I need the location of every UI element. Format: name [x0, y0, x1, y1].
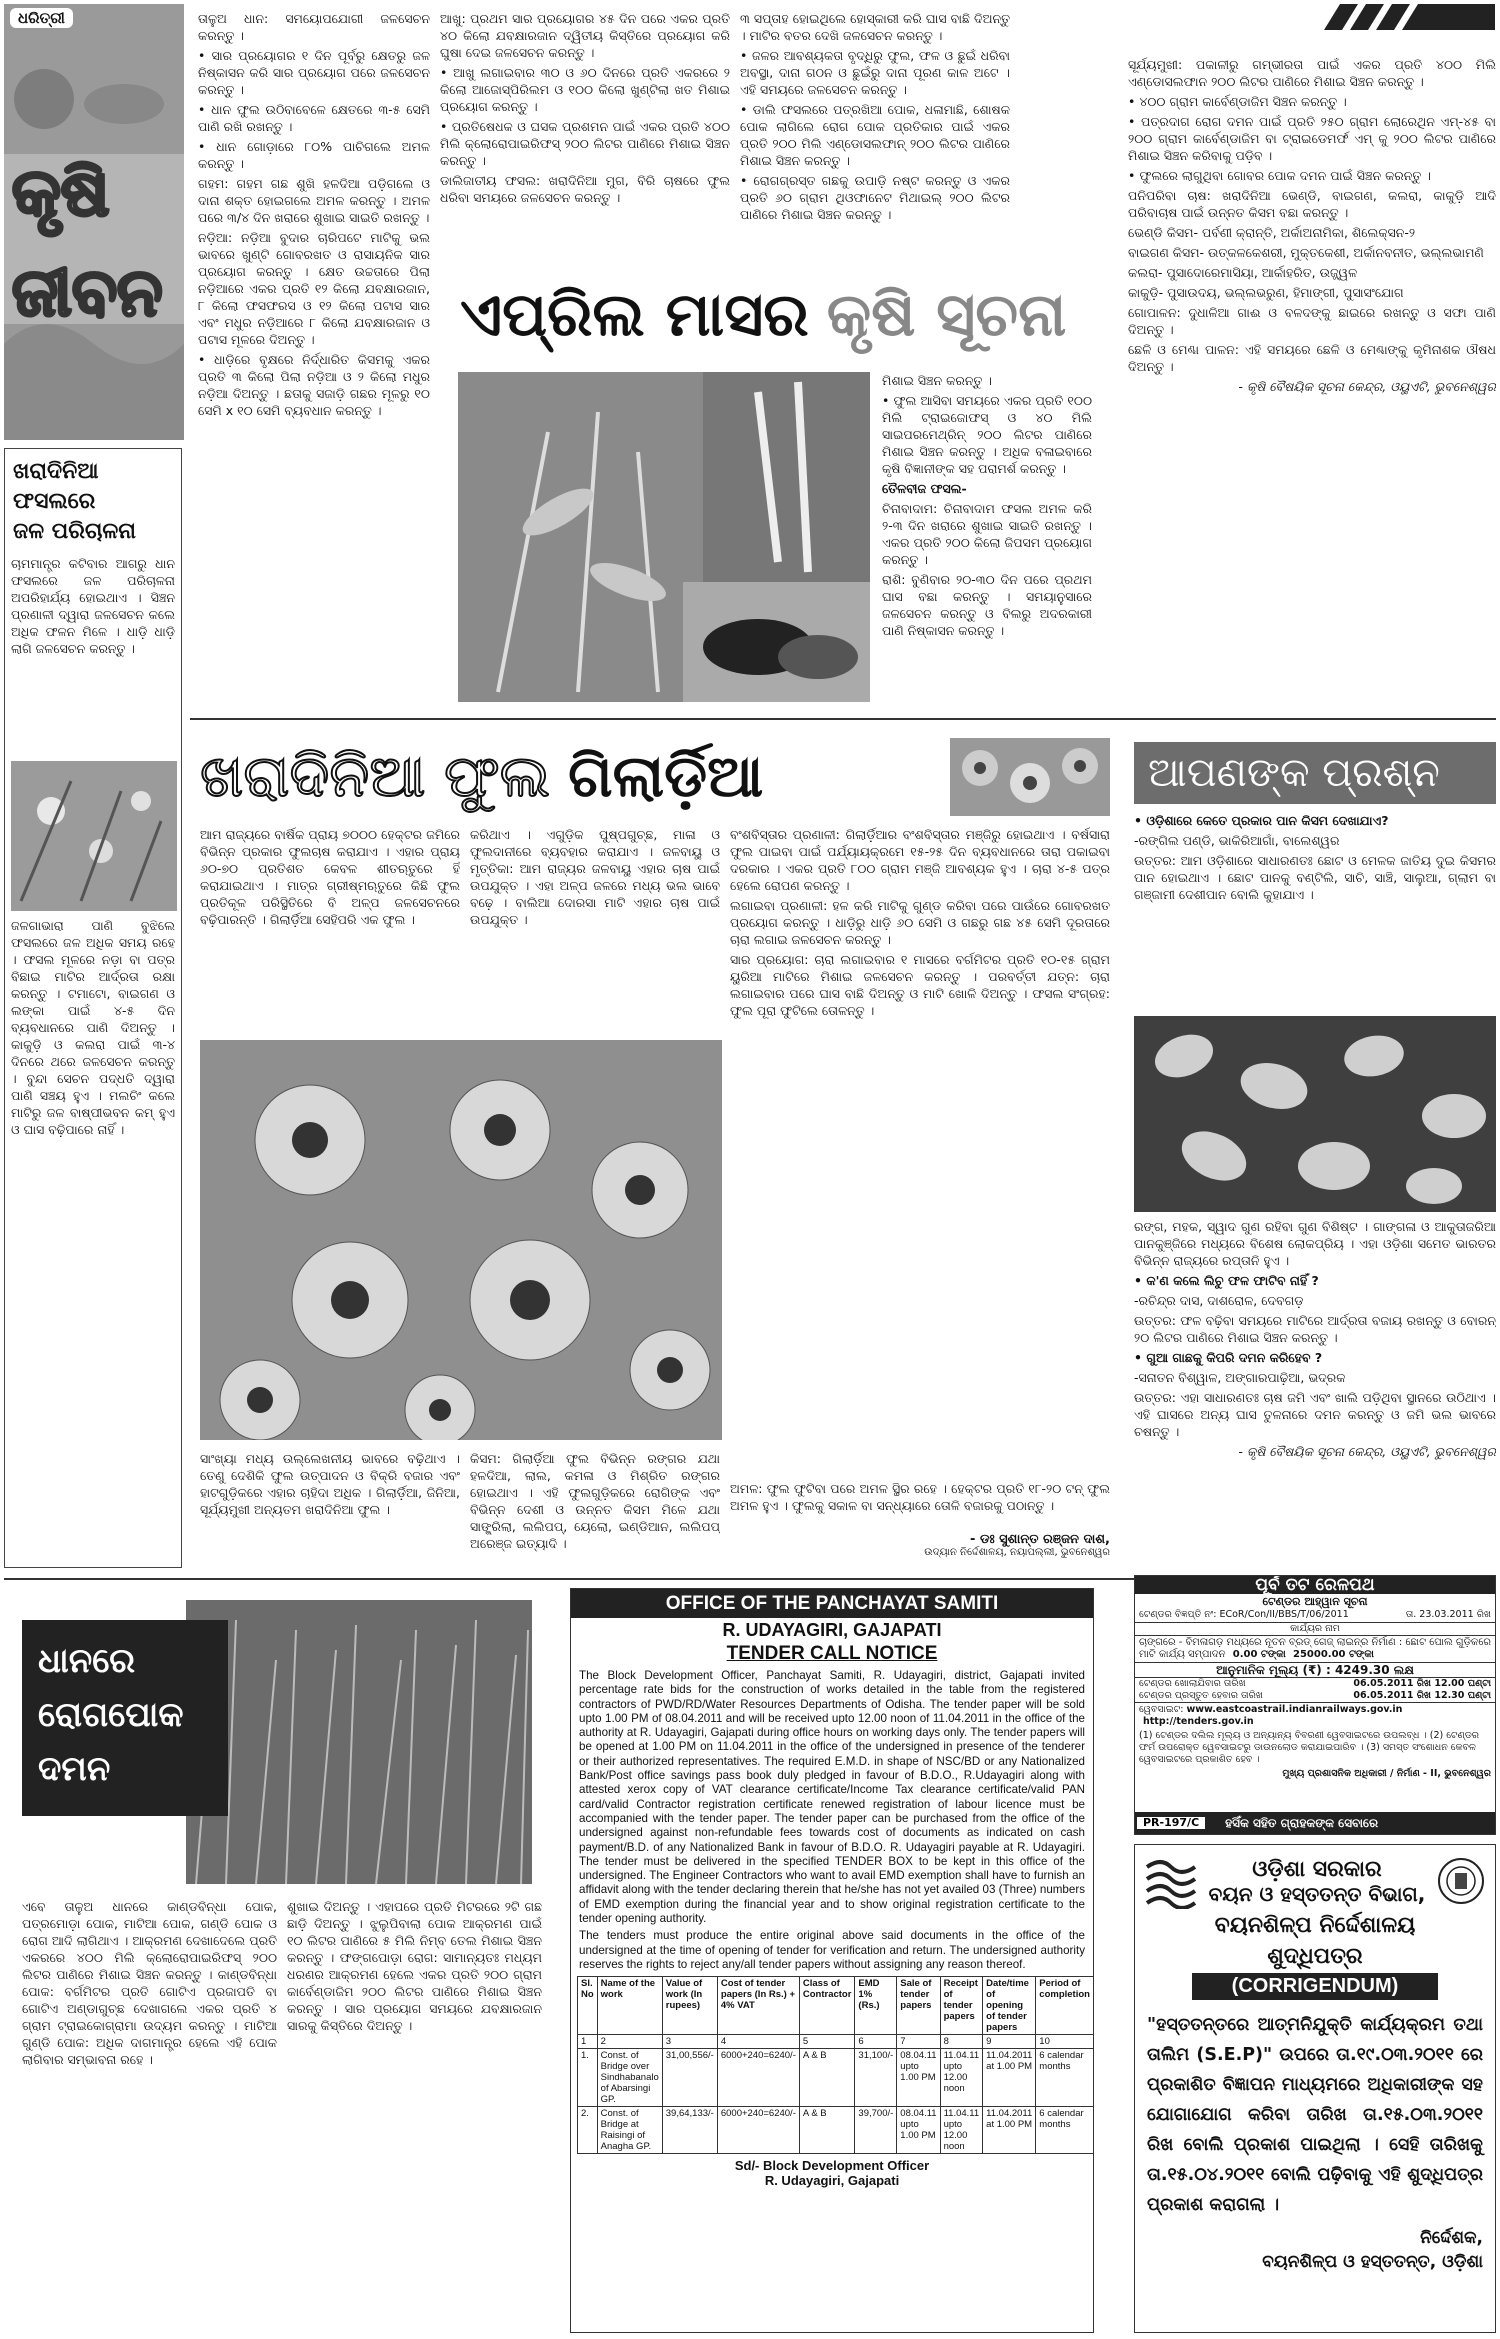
tender-sign-2: R. Udayagiri, Gajapati: [764, 2173, 900, 2189]
tender-table: [577, 1976, 1094, 2154]
april-text: • ଧାନ ଗୋଡ଼ାରେ ୮୦% ପାଚିଗଲେ ଅମଳ କରନ୍ତୁ ।: [198, 139, 430, 171]
table-cell: 08.04.11 upto 1.00 PM: [897, 2107, 940, 2154]
april-text: • ସାର ପ୍ରୟୋଗର ୧ ଦିନ ପୂର୍ବରୁ କ୍ଷେତରୁ ଜଳ ନିଷ୍କାସନ କରି ସାର ପ୍ରୟୋଗ ପରେ ଜଳସେଚନ କରନ୍ତୁ ।: [198, 48, 430, 97]
gaillardia-text: ବଂଶବିସ୍ତାର ପ୍ରଣାଳୀ: ଗିଲାର୍ଡ଼ିଆର ବଂଶବିସ୍ତାର ମଞ୍ଜିରୁ ହୋଇଥାଏ । ବର୍ଷସାରା ଫୁଲ ପାଇବା ପାଇଁ ପର୍ଯ୍ୟାୟକ୍ରମେ ୧୫-୨୫ ଦିନ ବ୍ୟବଧାନରେ ତାରା ପକାଇବା ଦରକାର । ଏକର ପ୍ରତି ୮୦୦ ଗ୍ରାମ ମଞ୍ଜି ଆବଶ୍ୟକ ହୁଏ । ଚାରା ୪-୫ ପତ୍ର ହେଲେ ରୋପଣ କରନ୍ତୁ ।: [730, 827, 1110, 893]
table-row: [578, 2049, 1094, 2107]
railway-amount: 0.00 ଟଙ୍କା: [1232, 1649, 1286, 1660]
railway-website-2[interactable]: http://tenders.gov.in: [1143, 1716, 1254, 1727]
railway-website-row: [1135, 1703, 1495, 1729]
table-header-row: [578, 1977, 1094, 2035]
railway-footer: [1135, 1812, 1495, 1834]
okra-cattle-image: [458, 372, 870, 702]
table-cell: 8: [940, 2035, 983, 2049]
april-text: • ପ୍ରତିଷେଧକ ଓ ଘସକ ପ୍ରଶମନ ପାଇଁ ଏକର ପ୍ରତି ୪୦୦ ମିଲି କ୍ଲୋରୋପାଇରିଫସ୍ ୨୦୦ ଲିଟର ପାଣିରେ ମିଶାଇ ସିଞ୍ଚନ କରନ୍ତୁ ।: [440, 119, 730, 168]
paddy-col-2: ଶୁଖାଇ ଦିଅନ୍ତୁ । ଏହାପରେ ପ୍ରତି ମିଟରରେ ୨ଟି ଗଛ ଛାଡ଼ି ଦିଅନ୍ତୁ । ଝୁଲୁପିବାଲା ପୋକ ଆକ୍ରମଣ ପାଇଁ ୧୦ ଲିଟର ପାଣିରେ ୫ ମିଲି ନିମ୍ବ ତେଲ ମିଶାଇ ସିଞ୍ଚନ କରନ୍ତୁ । ଫଙ୍ଗପୋଡ଼ା ରୋଗ: ସାମାନ୍ୟତଃ ମଧ୍ୟମ ଧରଣର ଆକ୍ରମଣ ହେଲେ ଏକର ପ୍ରତି ୨୦୦ ଗ୍ରାମ କାର୍ବେଣ୍ଡାଜିମ ୨୦୦ ଲିଟର ପାଣିରେ ମିଶାଇ ସିଞ୍ଚନ କରନ୍ତୁ । ସାର ପ୍ରୟୋଗ ସମୟରେ ଯବକ୍ଷାରଜାନ ସାରକୁ କିସ୍ତିରେ ଦିଅନ୍ତୁ ।: [287, 1899, 542, 2033]
tomato-plant-image: [11, 761, 177, 911]
april-text: • ଧାନ ଫୁଲ ଉଠିବାବେଳେ କ୍ଷେତରେ ୩-୫ ସେମି ପାଣି ରଖି ରଖନ୍ତୁ ।: [198, 102, 430, 134]
paddy-title-2: ରୋଗପୋକ: [38, 1695, 184, 1735]
tender-notice: [570, 1588, 1094, 2333]
paddy-title-box: [22, 1620, 228, 1816]
gaillardia-bottom-2: କିସମ: ଗିଲାର୍ଡ଼ିଆ ଫୁଲ ବିଭିନ୍ନ ରଙ୍ଗର ଯଥା ହଳଦିଆ, ଲାଲ, କମଳା ଓ ମିଶ୍ରିତ ରଙ୍ଗର ହୋଇଥାଏ । ଏହି ଫୁଲଗୁଡ଼ିକରେ ରୋଗିଙ୍କ ଏବଂ ବିଭିନ୍ନ ଦେଶୀ ଓ ଉନ୍ନତ କିସମ ମିଳେ ଯଥା ସାଙ୍ଗ୍ରିଲା, ଲଲିପପ୍, ୟେଲୋ, ଇଣ୍ଡିଆନ, ଲଲିପପ୍ ଅରେଞ୍ଜ ଇତ୍ୟାଦି ।: [470, 1451, 720, 1551]
april-text: କଲରା- ପୁସାଦୋରେମାସିୟା, ଆର୍କାହରିତ, ଉଜ୍ଜ୍ୱଳ: [1128, 265, 1358, 280]
railway-date2-label: ଟେଣ୍ଡର ପ୍ରସ୍ତୁତ ହେବାର ତାରିଖ: [1139, 1690, 1263, 1701]
railway-website-label: ୱେବସାଇଟ:: [1139, 1704, 1184, 1715]
table-header: EMD 1% (Rs.): [855, 1977, 897, 2035]
april-text: • ଫୁଲରେ ଲାଗୁଥିବା ଗୋବର ପୋକ ଦମନ ପାଇଁ ସିଞ୍ଚନ କରନ୍ତୁ ।: [1128, 168, 1431, 183]
april-text: ଆଖୁ: ପ୍ରଥମ ସାର ପ୍ରୟୋଗର ୪୫ ଦିନ ପରେ ଏକର ପ୍ରତି ୪୦ କିଲୋ ଯବକ୍ଷାରଜାନ ଦ୍ୱିତୀୟ କିସ୍ତିରେ ପ୍ରୟୋଗ କରି ଘୁଷା ଦେଇ ଜଳସେଚନ କରନ୍ତୁ ।: [440, 11, 730, 60]
table-header: Sale of tender papers: [897, 1977, 940, 2035]
tender-para-2: The tenders must produce the entire original above said documents in the office of the undersigned at the time of opening of tender for verification and return. The undersigned authority reserves the rights to reject any/all tender papers without assigning any reason thereof.: [579, 1929, 1085, 1971]
table-cell: 6 calendar months: [1036, 2049, 1094, 2107]
april-text: ଡାଲିଜାତୀୟ ଫସଲ: ଖରାଦିନିଆ ମୁଗ, ବିରି ଚାଷରେ ଫୁଲ ଧରିବା ସମୟରେ ଜଳସେଚନ କରନ୍ତୁ ।: [440, 173, 730, 205]
table-cell: 2.: [578, 2107, 598, 2154]
question-asker: -ରଚିନ୍ଦ୍ର ଦାସ, ଦାଶରୋଳ, ଦେବଗଡ଼: [1134, 1293, 1304, 1308]
paddy-title-1: ଧାନରେ: [38, 1641, 136, 1681]
gaillardia-text: ଅମଳ: ଫୁଲ ଫୁଟିବା ପରେ ଅମଳ ସ୍ଥିର ରହେ । ହେକ୍ଟର ପ୍ରତି ୧୮-୨୦ ଟନ୍ ଫୁଲ ଅମଳ ହୁଏ । ଫୁଲକୁ ସକାଳ ବା ସନ୍ଧ୍ୟାରେ ତୋଳି ବଜାରକୁ ପଠାନ୍ତୁ ।: [730, 1481, 1110, 1513]
paddy-title-3: ଦମନ: [38, 1749, 111, 1789]
table-header: Class of Contractor: [799, 1977, 855, 2035]
corrigendum-headings: [1199, 1857, 1435, 1906]
april-text: ମିଶାଇ ସିଞ୍ଚନ କରନ୍ତୁ ।: [882, 373, 992, 388]
table-cell: 08.04.11 upto 1.00 PM: [897, 2049, 940, 2107]
april-text: ଗୋପାଳନ: ଦୁଧାଳିଆ ଗାଈ ଓ ବଳଦଙ୍କୁ ଛାଇରେ ରଖନ୍ତୁ ଓ ସଫା ପାଣି ଦିଅନ୍ତୁ ।: [1128, 305, 1496, 337]
betel-leaf-image: [1134, 1016, 1496, 1212]
april-title-dark: ଏପ୍ରିଲ ମାସର: [460, 280, 809, 350]
question-text: • କ'ଣ କଲେ ଲିଚୁ ଫଳ ଫାଟିବ ନାହିଁ ?: [1134, 1273, 1319, 1288]
railway-sub: ଟେଣ୍ଡର ଆହ୍ୱାନ ସୂଚନା: [1262, 1595, 1368, 1608]
tender-header: [571, 1589, 1093, 1618]
gaillardia-text: ସାର ପ୍ରୟୋଗ: ଚାରା ଲଗାଇବାର ୧ ମାସରେ ବର୍ଗମିଟର ପ୍ରତି ୧୦-୧୫ ଗ୍ରାମ ୟୁରିଆ ମାଟିରେ ମିଶାଇ ଜଳସେଚନ କରନ୍ତୁ । ପରବର୍ତ୍ତୀ ଯତ୍ନ: ଚାରା ଲଗାଇବାର ପରେ ଘାସ ବାଛି ଦିଅନ୍ତୁ ଓ ମାଟି ଖୋଳି ଦିଅନ୍ତୁ । ଫସଲ ସଂଗ୍ରହ: ଫୁଲ ପୂରା ଫୁଟିଲେ ତୋଳନ୍ତୁ ।: [730, 952, 1110, 1018]
tender-heading: TENDER CALL NOTICE: [726, 1643, 938, 1664]
table-cell: 31,100/-: [855, 2049, 897, 2107]
masthead: [4, 4, 184, 440]
april-col-4: [882, 372, 1092, 702]
april-text: ଛେଳି ଓ ମେଣ୍ଢା ପାଳନ: ଏହି ସମୟରେ ଛେଳି ଓ ମେଣ୍ଢାଙ୍କୁ କୃମିନାଶକ ଔଷଧ ଦିଅନ୍ତୁ ।: [1128, 342, 1496, 374]
railway-date1: 06.05.2011 ରିଖ 12.00 ଘଣ୍ଟା: [1353, 1678, 1491, 1689]
april-text: ସୂର୍ଯ୍ୟମୁଖୀ: ପକାଳୀରୁ ଗମ୍ଭୀରତା ପାଇଁ ଏକର ପ୍ରତି ୪୦୦ ମିଲି ଏଣ୍ଡୋସଲଫାନ ୨୦୦ ଲିଟର ପାଣିରେ ମିଶାଇ ସିଞ୍ଚନ କରନ୍ତୁ ।: [1128, 57, 1496, 89]
corrigendum-title-or: ଶୁଦ୍ଧିପତ୍ର: [1267, 1944, 1363, 1969]
tender-body: [571, 1669, 1093, 1972]
sidebar-text-1: ଚାମମାନ୍ତ୍ର କଟିବାର ଆଗରୁ ଧାନ ଫସଲରେ ଜଳ ପରିଚାଳନା ଅପରିହାର୍ଯ୍ୟ ହୋଇଥାଏ । ସିଞ୍ଚନ ପ୍ରଣାଳୀ ଦ୍ୱାରା ଜଳସେଚନ କଲେ ଅଧିକ ଫଳନ ମିଳେ । ଧାଡ଼ି ଧାଡ଼ି ଲାଗି ଜଳସେଚନ କରନ୍ତୁ ।: [11, 556, 175, 656]
railway-website[interactable]: www.eastcoastrail.indianrailways.gov.in: [1186, 1704, 1403, 1715]
railway-emd: 25000.00 ଟଙ୍କା: [1293, 1649, 1374, 1660]
sidebar-text-2: ଜଳଗାଭାରା ପାଣି ବୁଝିଲେ ଫସଲରେ ଜଳ ଅଧିକ ସମୟ ରହେ । ଫସଲ ମୂଳରେ ନଡ଼ା ବା ପତ୍ର ବିଛାଇ ମାଟିର ଆର୍ଦ୍ରତା ରକ୍ଷା କରନ୍ତୁ । ଟମାଟୋ, ବାଇଗଣ ଓ ଲଙ୍କା ପାଇଁ ୪-୫ ଦିନ ବ୍ୟବଧାନରେ ପାଣି ଦିଅନ୍ତୁ । କାକୁଡ଼ି ଓ କଲରା ପାଇଁ ୩-୪ ଦିନରେ ଥରେ ଜଳସେଚନ କରନ୍ତୁ । ବୁନ୍ଦା ସେଚନ ପଦ୍ଧତି ଦ୍ୱାରା ପାଣି ସଞ୍ଚୟ ହୁଏ । ମଲଚିଂ କଲେ ମାଟିରୁ ଜଳ ବାଷ୍ପୀଭବନ କମ୍ ହୁଏ ଓ ଘାସ ବଢ଼ିପାରେ ନାହିଁ ।: [11, 918, 175, 1137]
april-text: ଚିନାବାଦାମ: ଚିନାବାଦାମ ଫସଲ ଅମଳ କରି ୨-୩ ଦିନ ଖରାରେ ଶୁଖାଇ ସାଇତି ରଖନ୍ତୁ । ଏକର ପ୍ରତି ୨୦୦ କିଲୋ ଜିପସମ ପ୍ରୟୋଗ କରନ୍ତୁ ।: [882, 501, 1092, 567]
gaillardia-col-2: କରିଥାଏ । ଏଗୁଡ଼ିକ ପୁଷ୍ପଗୁଚ୍ଛ, ମାଳା ଓ ଫୁଲଦାନୀରେ ବ୍ୟବହାର କରାଯାଏ । ଜଳବାୟୁ ଓ ମୃତ୍ତିକା: ଆମ ରାଜ୍ୟର ଜଳବାୟୁ ଏହାର ଚାଷ ପାଇଁ ଉପଯୁକ୍ତ । ଏହା ଅଳ୍ପ ଜଳରେ ମଧ୍ୟ ଭଲ ଭାବେ ବଢ଼େ । ବାଲିଆ ଦୋରସା ମାଟି ଏହାର ଚାଷ ପାଇଁ ଉପଯୁକ୍ତ ।: [470, 827, 720, 927]
april-text: ପନିପରିବା ଚାଷ: ଖରାଦିନିଆ ଭେଣ୍ଡି, ବାଇଗଣ, କଲରା, କାକୁଡ଼ି ଆଦି ପରିବାଚାଷ ପାଇଁ ଉନ୍ନତ କିସମ ବଛା କରନ୍ତୁ ।: [1128, 188, 1496, 220]
table-cell: 4: [717, 2035, 799, 2049]
section-divider: [190, 718, 1496, 720]
railway-desc-row: [1135, 1636, 1495, 1662]
april-text: • ପତ୍ରଦାଗ ରୋଗ ଦମନ ପାଇଁ ପ୍ରତି ୨୫୦ ଗ୍ରାମ ଲୋରେଥିନ ଏମ୍-୪୫ ବା ୨୦୦ ଗ୍ରାମ କାର୍ବେଣ୍ଡାଜିମ ବା ଟ୍ରାଇଡେମର୍ଫ ଏମ୍ କୁ ୨୦୦ ଲିଟର ପାଣିରେ ମିଶାଇ ସିଞ୍ଚନ କରିବାକୁ ପଡ଼ିବ ।: [1128, 114, 1496, 163]
corrigendum-body: "ହସ୍ତତନ୍ତରେ ଆତ୍ମନିଯୁକ୍ତି କାର୍ଯ୍ୟକ୍ରମ ତଥା ତାଲିମ (S.E.P)" ଉପରେ ତା.୧୯.୦୩.୨୦୧୧ ରେ ପ୍ରକାଶିତ ବିଜ୍ଞାପନ ମାଧ୍ୟମରେ ଅଧିକାରୀଙ୍କ ସହ ଯୋଗାଯୋଗ କରିବା ତାରିଖ ତା.୧୫.୦୩.୨୦୧୧ ରିଖ ବୋଲି ପ୍ରକାଶ ପାଇଥିଲା । ସେହି ତାରିଖକୁ ତା.୧୫.୦୪.୨୦୧୧ ବୋଲି ପଢ଼ିବାକୁ ଏହି ଶୁଦ୍ଧିପତ୍ର ପ୍ରକାଶ କରାଗଲା ।: [1147, 2015, 1483, 2215]
table-cell: 11.04.11 upto 12.00 noon: [940, 2107, 983, 2154]
question-body-bottom: [1134, 1218, 1496, 1568]
sidebar-title-2: ଫସଲରେ: [13, 489, 96, 514]
table-row: [578, 2107, 1094, 2154]
sidebar-title-3: ଜଳ ପରିଚାଳନା: [13, 519, 136, 544]
april-text: • ଫୁଲ ଆସିବା ସମୟରେ ଏକର ପ୍ରତି ୧୦୦ ମିଲି ଟ୍ରାଇଜୋଫସ୍ ଓ ୪୦ ମିଲି ସାଇପରମେଥ୍ରିନ୍ ୨୦୦ ଲିଟର ପାଣିରେ ମିଶାଇ ସିଞ୍ଚନ କରନ୍ତୁ । ଅଧିକ ବଳାଇବାରେ କୃଷି ବିଜ୍ଞାନୀଙ୍କ ସହ ପରାମର୍ଶ କରନ୍ତୁ ।: [882, 393, 1092, 476]
corrigendum-notice: [1134, 1844, 1496, 2333]
table-cell: 5: [799, 2035, 855, 2049]
masthead-logo: ଧରିତ୍ରୀ: [10, 8, 73, 28]
question-title: ଆପଣଙ୍କ ପ୍ରଶ୍ନ: [1148, 750, 1440, 796]
tender-place: R. UDAYAGIRI, GAJAPATI: [722, 1620, 942, 1640]
april-text: - କୃଷି ବୈଷୟିକ ସୂଚନା କେନ୍ଦ୍ର, ଓୟୁଏଟି, ଭୁବନେଶ୍ୱର: [1238, 379, 1496, 394]
railway-cost: 4249.30 ଲକ୍ଷ: [1334, 1663, 1414, 1677]
railway-refline: [1135, 1608, 1495, 1622]
table-cell: 10: [1036, 2035, 1094, 2049]
table-cell: 6000+240=6240/-: [717, 2049, 799, 2107]
table-header: Name of the work: [597, 1977, 662, 2035]
question-body-top: [1134, 812, 1496, 1012]
flower-thumb-image: [950, 738, 1110, 816]
railway-ref: ଟେଣ୍ଡର ବିଜ୍ଞପ୍ତି ନଂ: ECoR/Con/II/BBS/T/06/2011: [1139, 1609, 1349, 1620]
stripes-decoration: [1320, 4, 1495, 30]
april-text: ନଡ଼ିଆ: ନଡ଼ିଆ ବୁଦାର ଚାରିପଟେ ମାଟିକୁ ଭଲ ଭାବରେ ଖୁଣ୍ଟି ଗୋବରଖତ ଓ ରାସାୟନିକ ସାର ପ୍ରୟୋଗ କରନ୍ତୁ । କ୍ଷେତ ଉଚ୍ଚତାରେ ପିଲା ନଡ଼ିଆରେ ଏକର ପ୍ରତି ୧୨ କିଲୋ ଯବକ୍ଷାରଜାନ, ୮ କିଲୋ ଫସଫରସ ଓ ୧୨ କିଲୋ ପଟାସ ସାର ଏବଂ ମଧୁର ନଡ଼ିଆରେ ୮ କିଲୋ ଯବକ୍ଷାରଜାନ ଓ ପଟାସ ମୂଳରେ ଦିଅନ୍ତୁ ।: [198, 230, 430, 347]
table-header: Value of work (In rupees): [662, 1977, 717, 2035]
april-headline: [460, 270, 1100, 360]
gaillardia-bottom-1: ସାଂଖ୍ୟା ମଧ୍ୟ ଉଲ୍ଲେଖନୀୟ ଭାବରେ ବଢ଼ିଥାଏ । ତେଣୁ ଦେଶିକି ଫୁଲ ଉତ୍ପାଦନ ଓ ବିକ୍ରି ବଜାର ଏବଂ ହାଟଗୁଡ଼ିକରେ ଏହାର ଚାହିଦା ଅଧିକ । ଗିଲାର୍ଡ଼ିଆ, ଜିନିଆ, ସୂର୍ଯ୍ୟମୁଖୀ ଅନ୍ୟତମ ଖରାଦିନିଆ ଫୁଲ ।: [200, 1451, 460, 1517]
tender-office: OFFICE OF THE PANCHAYAT SAMITI: [665, 1593, 999, 1614]
author-name: - ଡଃ ସୁଶାନ୍ତ ରଞ୍ଜନ ଦାଶ,: [970, 1532, 1110, 1547]
table-cell: 7: [897, 2035, 940, 2049]
table-cell: Const. of Bridge over Sindhabanalo of Abarsingi GP.: [597, 2049, 662, 2107]
gaillardia-col-1: ଆମ ରାଜ୍ୟରେ ବାର୍ଷିକ ପ୍ରାୟ ୭୦୦୦ ହେକ୍ଟର ଜମିରେ ବିଭିନ୍ନ ପ୍ରକାର ଫୁଲଚାଷ କରାଯାଏ । ଏହାର ପ୍ରାୟ ୬୦-୭୦ ପ୍ରତିଶତ କେବଳ ଶୀତଋତୁରେ ହିଁ କରାଯାଇଥାଏ । ମାତ୍ର ଗ୍ରୀଷ୍ମଋତୁରେ କିଛି ଫୁଲ ପ୍ରତିକୂଳ ପରିସ୍ଥିତିରେ ବି ଅଳ୍ପ ଜଳସେଚନରେ ବଢ଼ିପାରନ୍ତି । ଗିଲାର୍ଡ଼ିଆ ସେହିପରି ଏକ ଫୁଲ ।: [200, 827, 460, 927]
gaillardia-byline: [850, 1532, 1110, 1568]
question-text: • ଓଡ଼ିଶାରେ କେତେ ପ୍ରକାର ପାନ କିସମ ଦେଖାଯାଏ?: [1134, 813, 1389, 828]
railway-notice: [1134, 1575, 1496, 1835]
table-header: Sl. No: [578, 1977, 598, 2035]
paddy-col-1: ଏବେ ତାଳୁଅ ଧାନରେ କାଣ୍ଡବିନ୍ଧା ପୋକ, ପତ୍ରମୋଡ଼ା ପୋକ, ମାଟିଆ ପୋକ, ଗଣ୍ଡି ପୋକ ଓ ରୋଗ ଆଦି ଲାଗିଥାଏ । ଆକ୍ରମଣ ଦେଖାଦେଲେ ପ୍ରତି ଏକରରେ ୪୦୦ ମିଲି କ୍ଲୋରୋପାଇରିଫସ୍ ୨୦୦ ଲିଟର ପାଣିରେ ମିଶାଇ ସିଞ୍ଚନ କରନ୍ତୁ । କାଣ୍ଡବିନ୍ଧା ପୋକ: ବର୍ଗମିଟର ପ୍ରତି ଗୋଟିଏ ପ୍ରଜାପତି ବା ଗୋଟିଏ ଅଣ୍ଡାଗୁଚ୍ଛ ଦେଖାଗଲେ ଏକର ପ୍ରତି ୪ ଗ୍ରାମ ଟ୍ରାଇକୋଗ୍ରାମା ଉଦ୍ୟମ କରନ୍ତୁ । ମାଟିଆ ଗୁଣ୍ଡି ପୋକ: ଅଧିକ ଦାଗମାନ୍ତ୍ର ହେଲେ ଏହି ପୋକ ଲାଗିବାର ସମ୍ଭାବନା ରହେ ।: [22, 1899, 277, 2067]
sidebar-photo: [11, 761, 175, 911]
gaillardia-text: ଲଗାଇବା ପ୍ରଣାଳୀ: ହଳ କରି ମାଟିକୁ ଗୁଣ୍ଡ କରିବା ପରେ ପାଉଁରେ ଗୋବରଖତ ପ୍ରୟୋଗ କରନ୍ତୁ । ଧାଡ଼ିରୁ ଧାଡ଼ି ୬୦ ସେମି ଓ ଗଛରୁ ଗଛ ୪୫ ସେମି ଦୂରତାରେ ଚାରା ଲଗାଇ ଜଳସେଚନ କରନ୍ତୁ ।: [730, 898, 1110, 947]
sidebar-title: [5, 449, 181, 553]
table-cell: 1: [578, 2035, 598, 2049]
railway-cost-row: [1135, 1662, 1495, 1677]
railway-desc: ଚାଙ୍ଗରେ - ବିମଳାଗଡ଼ ମଧ୍ୟରେ ନୂତନ ବ୍ରଡ୍ ଗେଜ୍ ଲାଇନ୍ର ନିର୍ମାଣ : ଛୋଟ ପୋଲ ଗୁଡ଼ିକରେ ମାଟି କାର୍ଯ୍ୟ ସମ୍ପାଦନ: [1139, 1637, 1491, 1660]
govt-emblem-icon: [1435, 1853, 1487, 1909]
table-cell: 6000+240=6240/-: [717, 2107, 799, 2154]
table-header: Receipt of tender papers: [940, 1977, 983, 2035]
corrigendum-dept: ବୟନ ଓ ହସ୍ତତନ୍ତ ବିଭାଗ,: [1208, 1881, 1426, 1906]
railway-work-label: କାର୍ଯ୍ୟର ନାମ: [1135, 1622, 1495, 1636]
corrigendum-title-en-wrap: [1135, 1973, 1495, 2000]
april-text: • ରୋଗଗ୍ରସ୍ତ ଗଛକୁ ଉପାଡ଼ି ନଷ୍ଟ କରନ୍ତୁ ଓ ଏକର ପ୍ରତି ୬୦ ଗ୍ରାମ ଥିଓଫାନେଟ ମିଥାଇଲ୍ ୨୦୦ ଲିଟର ପାଣିରେ ମିଶାଇ ସିଞ୍ଚନ କରନ୍ତୁ ।: [740, 173, 1010, 222]
railway-title: ପୂର୍ବ ତଟ ରେଳପଥ: [1135, 1576, 1495, 1594]
april-col-2: [440, 10, 730, 280]
april-photo: [458, 372, 870, 702]
table-cell: 1.: [578, 2049, 598, 2107]
question-source: - କୃଷି ବୈଷୟିକ ସୂଚନା କେନ୍ଦ୍ର, ଓୟୁଏଟି, ଭୁବନେଶ୍ୱର: [1238, 1444, 1496, 1459]
table-cell: 39,700/-: [855, 2107, 897, 2154]
corrigendum-header: [1135, 1845, 1495, 1913]
author-designation: ଉଦ୍ୟାନ ନିର୍ଦ୍ଦେଶାଳୟ, ନୟାପଲ୍ଲୀ, ଭୁବନେଶ୍ୱର: [924, 1547, 1110, 1558]
masthead-title-1: କୃଷି: [12, 154, 110, 231]
masthead-title-2: ଜୀବନ: [12, 254, 163, 331]
april-text: • ୪୦୦ ଗ୍ରାମ କାର୍ବେଣ୍ଡାଜିମ ସିଞ୍ଚନ କରନ୍ତୁ ।: [1128, 94, 1347, 109]
question-asker: -ରଙ୍ଗିଲ ପଣ୍ଡି, ଭାକିରିଆଗାଁ, ବାଲେଶ୍ୱର: [1134, 833, 1340, 848]
railway-date1-label: ଟେଣ୍ଡର ଖୋଲାଯିବାର ତାରିଖ: [1139, 1678, 1246, 1689]
question-asker: -ସନାତନ ବିଶ୍ୱାଳ, ଅଙ୍ଗାରପାଢ଼ିଆ, ଭଦ୍ରକ: [1134, 1370, 1346, 1385]
april-text: ୩ ସପ୍ତାହ ହୋଇଥିଲେ ହୋସ୍କାରୀ କରି ଘାସ ବାଛି ଦିଅନ୍ତୁ । ମାଟିର ବତର ଦେଖି ଜଳସେଚନ କରନ୍ତୁ ।: [740, 11, 1010, 43]
table-cell: 39,64,133/-: [662, 2107, 717, 2154]
gaillardia-title-bold: ଗିଲାର୍ଡ଼ିଆ: [568, 741, 764, 810]
table-cell: A & B: [799, 2049, 855, 2107]
april-text: • ଡାଲି ଫସଲରେ ପତ୍ରଖିଆ ପୋକ, ଧଳାମାଛି, ଶୋଷକ ପୋକ ଲାଗିଲେ ରୋଗ ପୋକ ପ୍ରତିକାର ପାଇଁ ଏକର ପ୍ରତି ୨୦୦ ମିଲି ଏଣ୍ଡୋସଲଫାନ୍ ୨୦୦ ଲିଟର ପାଣିରେ ମିଶାଇ ସିଞ୍ଚନ କରନ୍ତୁ ।: [740, 102, 1010, 168]
april-text: କାକୁଡ଼ି- ପୁସାଉଦୟ, ଭଲ୍ଲଭରୁଣ, ହିମାଙ୍ଗୀ, ପୁସାସଂଯୋଗ: [1128, 285, 1404, 300]
corrigendum-title-en: (CORRIGENDUM): [1192, 1973, 1439, 2000]
april-text: • ଜଳର ଆବଶ୍ୟକତା ବୃଦ୍ଧିରୁ ଫୁଲ, ଫଳ ଓ ଛୁଇଁ ଧରିବା ଅବସ୍ଥା, ଦାନା ଗଠନ ଓ ଛୁଇଁରୁ ଦାନା ପୂରଣ କାଳ ଅଟେ । ଏହି ସମୟରେ ଜଳସେଚନ କରନ୍ତୁ ।: [740, 48, 1010, 97]
gaillardia-photo: [200, 1040, 722, 1440]
question-text: • ଗୁଆ ଗାଛକୁ କିପରି ଦମନ କରିହେବ ?: [1134, 1350, 1323, 1365]
answer-text: ଉତ୍ତର: ଫଳ ବଢ଼ିବା ସମୟରେ ମାଟିରେ ଆର୍ଦ୍ରତା ବଜାୟ ରଖନ୍ତୁ ଓ ବୋରନ୍ ୨୦ ଲିଟର ପାଣିରେ ମିଶାଇ ସିଞ୍ଚନ କରନ୍ତୁ ।: [1134, 1313, 1496, 1345]
table-cell: A & B: [799, 2107, 855, 2154]
gaillardia-headline: [200, 732, 940, 820]
gaillardia-thumb: [950, 738, 1110, 816]
handloom-logo-icon: [1143, 1853, 1199, 1909]
railway-pr: PR-197/C: [1137, 1817, 1205, 1829]
table-number-row: [578, 2035, 1094, 2049]
corrigendum-sign-1: ନିର୍ଦ୍ଦେଶକ,: [1420, 2228, 1483, 2248]
railway-date2: 06.05.2011 ରିଖ 12.30 ଘଣ୍ଟା: [1353, 1690, 1491, 1701]
table-cell: 11.04.2011 at 1.00 PM: [983, 2107, 1036, 2154]
question-header: [1134, 742, 1496, 804]
railway-notes: (1) ଟେଣ୍ଡର ଦଲିଲ ମୂଲ୍ୟ ଓ ଅନ୍ୟାନ୍ୟ ବିବରଣୀ ୱେବସାଇଟରେ ଉପଲବ୍ଧ । (2) ଟେଣ୍ଡର ଫର୍ମ ଉପରୋକ୍ତ ୱେବସାଇଟରୁ ଡାଉନଲୋଡ କରାଯାଇପାରିବ । (3) ସମସ୍ତ ସଂଶୋଧନ କେବଳ ୱେବସାଇଟରେ ପ୍ରକାଶିତ ହେବ ।: [1139, 1730, 1480, 1765]
april-title-gray: କୃଷି ସୂଚନା: [826, 280, 1067, 350]
table-cell: 6 calendar months: [1036, 2107, 1094, 2154]
april-col-3: [740, 10, 1010, 280]
table-header: Cost of tender papers (In Rs.) + 4% VAT: [717, 1977, 799, 2035]
gaillardia-title-light: ଖରାଦିନିଆ ଫୁଲ: [200, 741, 551, 810]
table-cell: 2: [597, 2035, 662, 2049]
april-text: ଭେଣ୍ଡି କିସମ- ପର୍ବଣୀ କ୍ରାନ୍ତି, ଅର୍କାଅନାମିକା, ଶିଲେକ୍ସନ-୨: [1128, 225, 1416, 240]
corrigendum-govt: ଓଡ଼ିଶା ସରକାର: [1252, 1856, 1382, 1882]
table-cell: 9: [983, 2035, 1036, 2049]
april-text: • ଆଖୁ ଲଗାଇବାର ୩୦ ଓ ୬୦ ଦିନରେ ପ୍ରତି ଏକରରେ ୨ କିଲୋ ଆଜୋସ୍ପିରିଲମ ଓ ୧୦୦ କିଲୋ ଖୁଣ୍ଟିଲା ଖତ ମିଶାଇ ପ୍ରୟୋଗ କରନ୍ତୁ ।: [440, 65, 730, 114]
april-text: ତାଳୁଅ ଧାନ: ସମୟୋପଯୋଗୀ ଜଳସେଚନ କରନ୍ତୁ ।: [198, 11, 430, 43]
answer-text: ଉତ୍ତର: ଏହା ସାଧାରଣତଃ ଚାଷ ଜମି ଏବଂ ଖାଲି ପଡ଼ିଥିବା ସ୍ଥାନରେ ଉଠିଥାଏ । ଏହି ଘାସରେ ଅନ୍ୟ ଘାସ ତୁଳନାରେ ଦମନ କରନ୍ତୁ ଓ ଜମି ଭଲ ଭାବରେ ଚଷନ୍ତୁ ।: [1134, 1390, 1496, 1439]
april-text: • ଧାଡ଼ିରେ ବୃକ୍ଷରେ ନିର୍ଦ୍ଧାରିତ କିସମକୁ ଏକର ପ୍ରତି ୩ କିଲୋ ପିଲା ନଡ଼ିଆ ଓ ୨ କିଲୋ ମଧୁର ନଡ଼ିଆ ଦିଅନ୍ତୁ । ଛତାକୁ ସଜାଡ଼ି ଗଛର ମୂଳରୁ ୧୦ ସେମି x ୧୦ ସେମି ବ୍ୟବଧାନ କରନ୍ତୁ ।: [198, 352, 430, 418]
railway-date: ତା. 23.03.2011 ରିଖ: [1405, 1609, 1491, 1620]
answer-text: ରଙ୍ଗ, ମହକ, ସ୍ୱାଦ ଗୁଣ ରହିବା ଗୁଣ ବିଶିଷ୍ଟ । ଗାଙ୍ଗଳା ଓ ଆକୁତାଜରିଆ ପାନକୁଞ୍ଜିରେ ମଧ୍ୟରେ ବିଶେଷ ଲୋକପ୍ରିୟ । ଏହା ଓଡ଼ିଶା ସମେତ ଭାରତର ବିଭିନ୍ନ ରାଜ୍ୟରେ ରପ୍ତାନି ହୁଏ ।: [1134, 1219, 1496, 1268]
railway-slogan: ହସିଁକ ସହିତ ଗ୍ରାହକଙ୍କ ସେବାରେ: [1225, 1816, 1379, 1830]
answer-text: ଉତ୍ତର: ଆମ ଓଡ଼ିଶାରେ ସାଧାରଣତଃ ଛୋଟ ଓ ମେଳକ ଜାତିୟ ଦୁଇ କିସମର ପାନ ହୋଇଥାଏ । ଛୋଟ ପାନକୁ ବଣ୍ଟିଲି, ସାଚି, ସାଞ୍ଚି, ସାଲୁଆ, ଗ୍ଲାମ ବା ଗଞ୍ଜାମୀ ଦେଶୀପାନ ବୋଲି କୁହାଯାଏ ।: [1134, 853, 1496, 902]
gaillardia-col-3: [730, 826, 1110, 1546]
april-text: ଗହମ: ଗହମ ଗଛ ଶୁଖି ହଳଦିଆ ପଡ଼ିଗଲେ ଓ ଦାନା ଶକ୍ତ ହୋଇଗଲେ ଅମଳ କରନ୍ତୁ । ଅମଳ ପରେ ୩/୪ ଦିନ ଖରାରେ ଶୁଖାଇ ସାଇତି ରଖନ୍ତୁ ।: [198, 176, 430, 225]
railway-date1-row: [1135, 1677, 1495, 1690]
april-text: ବାଇଗଣ କିସମ- ଉତ୍କଳକେଶରୀ, ମୁକ୍ତକେଶୀ, ଅର୍କାନବନୀତ, ଭଲ୍ଲଭାମଣି: [1128, 245, 1484, 260]
table-cell: 3: [662, 2035, 717, 2049]
corrigendum-signature: [1135, 2226, 1495, 2274]
corrigendum-office: ବୟନଶିଳ୍ପ ନିର୍ଦ୍ଦେଶାଳୟ: [1214, 1913, 1416, 1938]
railway-sign: ମୁଖ୍ୟ ପ୍ରଶାସନିକ ଅଧିକାରୀ / ନିର୍ମାଣ - II, ଭୁବନେଶ୍ୱର: [1282, 1768, 1491, 1779]
table-cell: Const. of Bridge at Raisingi of Anagha GP.: [597, 2107, 662, 2154]
table-header: Period of completion: [1036, 1977, 1094, 2035]
table-cell: 11.04.2011 at 1.00 PM: [983, 2049, 1036, 2107]
tender-signature: [571, 2158, 1093, 2188]
april-col-1: [198, 10, 430, 710]
gaillardia-flowers-image: [200, 1040, 722, 1440]
table-cell: 31,00,556/-: [662, 2049, 717, 2107]
april-text: ରାଶି: ବୁଣିବାର ୨୦-୩୦ ଦିନ ପରେ ପ୍ରଥମ ଘାସ ବଛା କରନ୍ତୁ । ସମୟାନୁସାରେ ଜଳସେଚନ କରନ୍ତୁ ଓ ବିଲରୁ ଅଦରକାରୀ ପାଣି ନିଷ୍କାସନ କରନ୍ତୁ ।: [882, 572, 1092, 638]
corrigendum-sign-2: ବୟନଶିଳ୍ପ ଓ ହସ୍ତତନ୍ତ, ଓଡ଼ିଶା: [1262, 2252, 1483, 2272]
railway-cost-label: ଆନୁମାନିକ ମୂଲ୍ୟ (₹) :: [1216, 1663, 1331, 1677]
railway-date2-row: [1135, 1690, 1495, 1703]
sidebar-title-1: ଖରାଦିନିଆ: [13, 459, 99, 484]
tender-sign-1: Sd/- Block Development Officer: [734, 2158, 930, 2174]
sidebar-water: [4, 448, 182, 1568]
paddy-field-image: [186, 1600, 532, 1884]
april-col-5: [1128, 56, 1496, 706]
table-header: Date/time of opening of tender papers: [983, 1977, 1036, 2035]
header-stripes: [1320, 4, 1495, 30]
paddy-photo: [186, 1600, 532, 1884]
question-photo: [1134, 1016, 1496, 1212]
april-text: ତୈଳବୀଜ ଫସଲ-: [882, 481, 967, 496]
tender-para-1: The Block Development Officer, Panchayat Samiti, R. Udayagiri, district, Gajapati invited percentage rate bids for the construction of works detailed in the table from the registered contractors of PWD/RD/Water Resources Departments of Odisha. The tender paper will be sold upto 1.00 PM of 08.04.2011 and will be received upto 12.00 noon of 11.04.2011 in the office of the authority at R. Udayagiri, Gajapati during office hours on working days only. The tender papers will be opened at 1.00 PM on 11.04.2011 in the office of the undersigned in presence of the tenderer or their authorized representatives. The required E.M.D. in shape of NSC/BD or any Nationalized Bank/Post office savings pass book duly pledged in favour of B.D.O., R.Udayagiri along with attested xerox copy of VAT clearance certificate/Income Tax clearance certificate/valid PAN card/valid Contractor registration certificate renewed registration of labour licence must be accompanied with the tender paper. The tender paper can be purchased from the office of the undersigned against non-refundable fees towards cost of documents as indicated on cash payment/B.D. of any Nationalized Bank in favour of B.D.O. R. Udayagiri payable at R. Udayagiri. The tender must be delivered in the specified TENDER BOX to be kept in this office of the undersigned. The Engineer Contractors who want to avail EMD exemption shall have to furnish an affidavit along with the tender declaring therein that he/she has not yet availed 03 (Three) numbers of EMD exemption during the financial year and to show original registration certificate to the tender opening authority.: [579, 1669, 1085, 1926]
table-cell: 11.04.11 upto 12.00 noon: [940, 2049, 983, 2107]
table-cell: 6: [855, 2035, 897, 2049]
